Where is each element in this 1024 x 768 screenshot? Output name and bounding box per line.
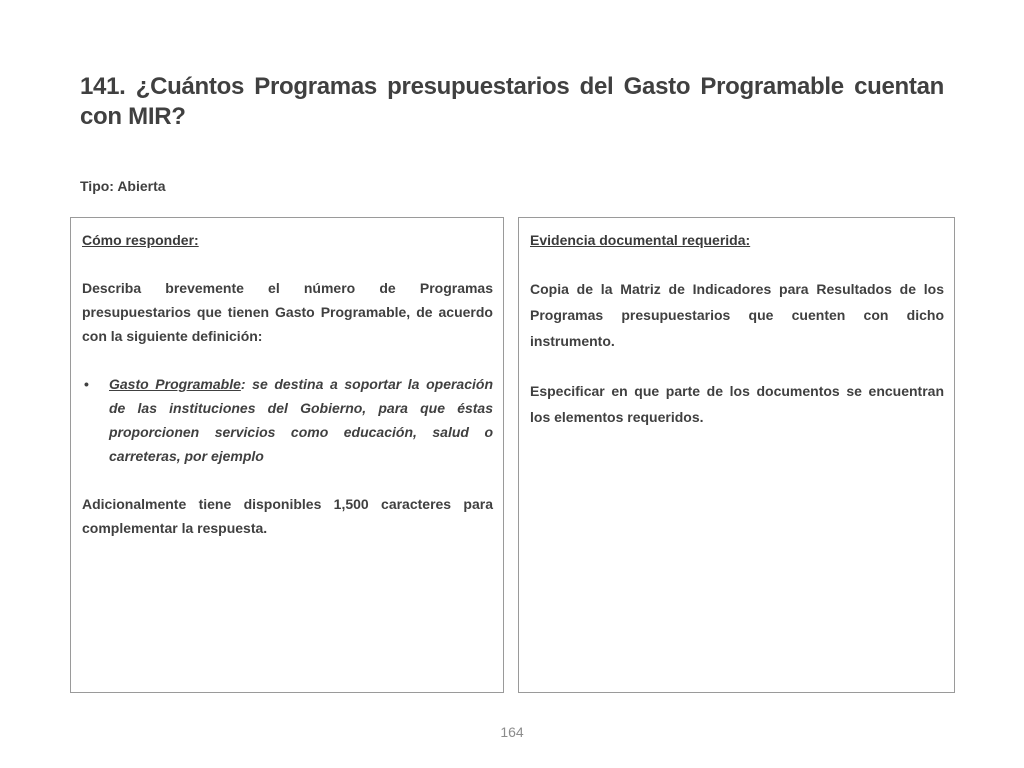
how-to-answer-intro: Describa brevemente el número de Programas presupuestarios que tienen Gasto Programable, de acuerdo con la siguiente definición: bbox=[82, 280, 493, 344]
page-number: 164 bbox=[500, 724, 524, 740]
additional-characters-note: Adicionalmente tiene disponibles 1,500 caracteres para complementar la respuesta. bbox=[82, 496, 493, 536]
definition-text: : se destina a soportar la operación de las instituciones del Gobierno, para que éstas proporcionen servicios como educación, salud o carreteras, por ejemplo bbox=[109, 376, 493, 464]
definition-bullet bbox=[82, 372, 493, 468]
required-evidence-heading: Evidencia documental requerida: bbox=[530, 232, 751, 248]
how-to-answer-heading: Cómo responder: bbox=[82, 232, 199, 248]
definition-term: Gasto Programable bbox=[109, 376, 241, 392]
evidence-paragraph-2: Especificar en que parte de los documentos se encuentran los elementos requeridos. bbox=[530, 383, 944, 425]
required-evidence-panel bbox=[518, 217, 955, 693]
bullet-icon: • bbox=[84, 376, 89, 392]
question-title: 141. ¿Cuántos Programas presupuestarios del Gasto Programable cuentan con MIR? bbox=[80, 73, 944, 130]
evidence-paragraph-1: Copia de la Matriz de Indicadores para Resultados de los Programas presupuestarios que cuenten con dicho instrumento. bbox=[530, 281, 944, 349]
how-to-answer-panel bbox=[70, 217, 504, 693]
question-type: Tipo: Abierta bbox=[80, 178, 166, 194]
